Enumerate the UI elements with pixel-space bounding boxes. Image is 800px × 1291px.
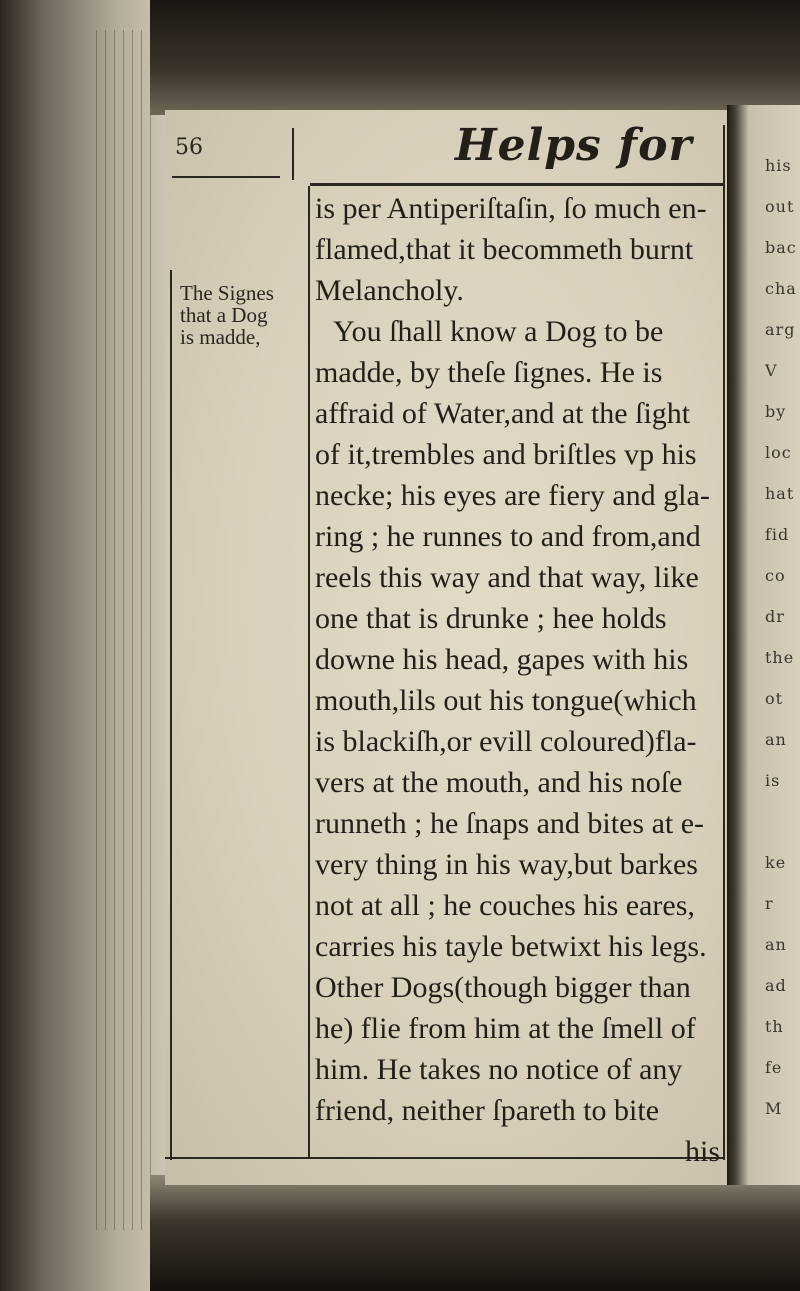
facing-page-fragment xyxy=(765,801,799,842)
text-block-left-rule xyxy=(308,186,310,1158)
margin-note-line: The Signes xyxy=(180,281,274,305)
folio: 56 xyxy=(175,135,203,160)
body-text xyxy=(315,188,720,1172)
facing-page-fragment: cha xyxy=(765,279,797,298)
text-line: him. He takes no notice of any xyxy=(315,1053,683,1086)
facing-page-fragment: r xyxy=(765,894,774,913)
running-head: Helps for xyxy=(455,120,693,171)
text-line: Other Dogs(though bigger than xyxy=(315,971,691,1004)
text-line: mouth,lils out his tongue(which xyxy=(315,684,697,717)
folio-underline xyxy=(172,176,280,178)
text-line: not at all ; he couches his eares, xyxy=(315,889,695,922)
facing-page-fragment: M xyxy=(765,1099,783,1118)
facing-page-fragment: fid xyxy=(765,525,790,544)
facing-page-fragment: the xyxy=(765,648,795,667)
facing-page-fragment: ot xyxy=(765,689,784,708)
facing-page-fragment: arg xyxy=(765,320,796,339)
text-line: friend, neither ſpareth to bite xyxy=(315,1094,660,1127)
facing-page-fragment: ke xyxy=(765,853,787,872)
margin-left-rule xyxy=(170,270,172,1160)
facing-page-fragment: ad xyxy=(765,976,787,995)
text-line: madde, by theſe ſignes. He is xyxy=(315,356,663,389)
text-line: is per Antiperiſtaſin, ſo much en- xyxy=(315,192,707,225)
bottom-binding-shadow xyxy=(150,1175,800,1291)
top-binding-shadow xyxy=(150,0,800,115)
facing-page-fragment: is xyxy=(765,771,781,790)
facing-page-fragment: bac xyxy=(765,238,797,257)
facing-page-fragment: V xyxy=(765,361,778,380)
margin-note-line: is madde, xyxy=(180,325,261,349)
text-line: of it,trembles and briſtles vp his xyxy=(315,438,697,471)
facing-page-fragment: an xyxy=(765,935,787,954)
facing-page-fragment: his xyxy=(765,156,792,175)
facing-page-text xyxy=(765,145,799,1129)
header-rule xyxy=(310,183,724,186)
text-line: carries his tayle betwixt his legs. xyxy=(315,930,707,963)
margin-note-line: that a Dog xyxy=(180,303,268,327)
facing-page-fragment: hat xyxy=(765,484,795,503)
text-line: he) flie from him at the ſmell of xyxy=(315,1012,696,1045)
text-line: flamed,that it becommeth burnt xyxy=(315,233,694,266)
facing-page-fragment: out xyxy=(765,197,795,216)
text-line: very thing in his way,but barkes xyxy=(315,848,698,881)
facing-page-fragment: dr xyxy=(765,607,785,626)
text-line: is blackiſh,or evill coloured)fla- xyxy=(315,725,697,758)
facing-page-strip xyxy=(727,105,800,1185)
text-line: necke; his eyes are fiery and gla- xyxy=(315,479,710,512)
text-line: one that is drunke ; hee holds xyxy=(315,602,667,635)
facing-page-fragment: by xyxy=(765,402,787,421)
text-line: You ſhall know a Dog to be xyxy=(333,315,664,348)
facing-page-fragment: th xyxy=(765,1017,784,1036)
header-divider-left xyxy=(292,128,294,180)
facing-page-fragment: loc xyxy=(765,443,792,462)
previous-page-edge xyxy=(0,0,170,1291)
text-line: Melancholy. xyxy=(315,274,464,307)
text-line: affraid of Water,and at the ſight xyxy=(315,397,691,430)
margin-note xyxy=(180,282,300,348)
facing-page-fragment: fe xyxy=(765,1058,783,1077)
facing-page-fragment: an xyxy=(765,730,787,749)
text-line: vers at the mouth, and his noſe xyxy=(315,766,683,799)
text-line: downe his head, gapes with his xyxy=(315,643,689,676)
facing-page-fragment: co xyxy=(765,566,786,585)
catchword: his xyxy=(684,1135,720,1168)
text-block-right-rule xyxy=(723,125,725,1160)
text-line: ring ; he runnes to and from,and xyxy=(315,520,701,553)
text-line: reels this way and that way, like xyxy=(315,561,699,594)
text-line: runneth ; he ſnaps and bites at e- xyxy=(315,807,705,840)
